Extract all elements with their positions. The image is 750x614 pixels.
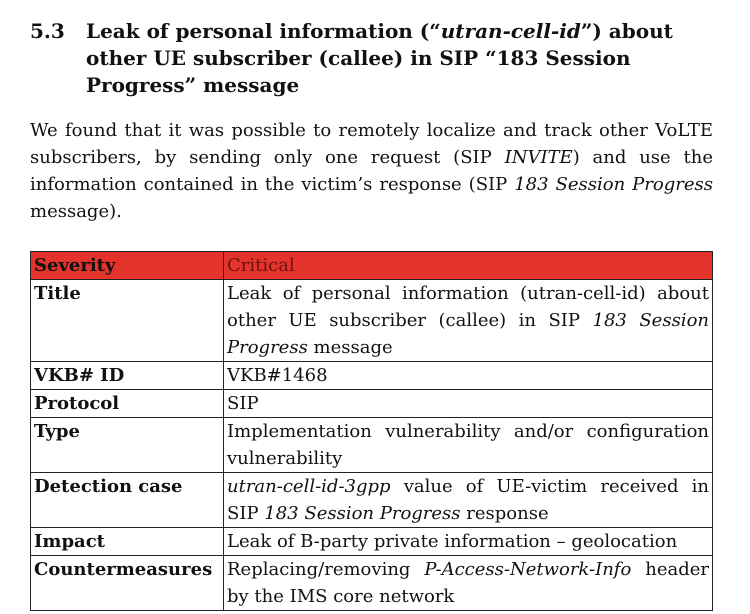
vkb-id-label: VKB# ID [31,362,224,390]
impact-value: Leak of B-party private information – geolocation [224,528,713,556]
intro-text-2: ) and use the information contained in the victim’s response (SIP [30,147,713,195]
section-number: 5.3 [30,19,65,43]
detection-case-text-1: value of UE-victim received in SIP [227,476,709,524]
vkb-id-value: VKB#1468 [224,362,713,390]
table-row-impact [31,528,713,556]
detection-case-text-2: response [460,503,549,524]
severity-value: Critical [224,252,713,280]
section-title [86,18,715,99]
table-row-type [31,418,713,473]
document-page [30,18,715,611]
intro-emphasis-invite: INVITE [504,147,573,168]
section-title-code: utran-cell-id [440,19,581,43]
countermeasures-text-2: header by the IMS core network [227,559,709,607]
vulnerability-table [30,251,713,611]
title-value [224,280,713,362]
table-row-title [31,280,713,362]
table-row-countermeasures [31,556,713,611]
title-value-emphasis: 183 Session Progress [227,310,709,358]
detection-case-emphasis-2: 183 Session Progress [264,503,461,524]
type-label: Type [31,418,224,473]
countermeasures-text-1: Replacing/removing [227,559,425,580]
table-row-severity [31,252,713,280]
type-value: Implementation vulnerability and/or configuration vulnerability [224,418,713,473]
severity-label: Severity [31,252,224,280]
section-heading [30,18,715,99]
table-row-protocol [31,390,713,418]
table-row-detection-case [31,473,713,528]
detection-case-value [224,473,713,528]
title-label: Title [31,280,224,362]
intro-text-3: message). [30,201,122,222]
intro-emphasis-183: 183 Session Progress [514,174,713,195]
table-row-vkb-id [31,362,713,390]
section-title-part2: ”) about other UE subscriber (callee) in SIP “183 Session Progress” message [86,19,673,97]
detection-case-emphasis-1: utran-cell-id-3gpp [227,476,391,497]
title-value-text-2: message [307,337,393,358]
detection-case-label: Detection case [31,473,224,528]
countermeasures-value [224,556,713,611]
intro-text-1: We found that it was possible to remotely localize and track other VoLTE subscribers, by sending only one request (SIP [30,120,713,168]
title-value-text-1: Leak of personal information (utran-cell-id) about other UE subscriber (callee) in SIP [227,283,709,331]
countermeasures-emphasis: P-Access-Network-Info [424,559,632,580]
countermeasures-label: Countermeasures [31,556,224,611]
protocol-value: SIP [224,390,713,418]
impact-label: Impact [31,528,224,556]
intro-paragraph [30,117,713,225]
protocol-label: Protocol [31,390,224,418]
section-title-part1: Leak of personal information (“ [86,19,441,43]
